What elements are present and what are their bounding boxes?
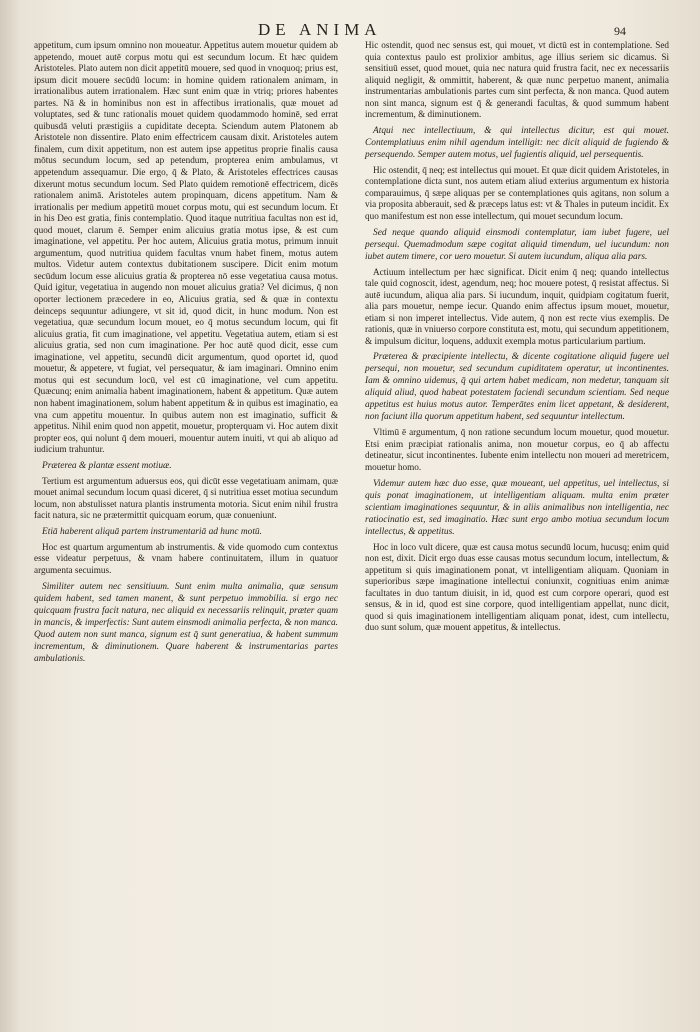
lemma-paragraph: Sed neque quando aliquid einsmodi contemplatur, iam iubet fugere, uel persequi. Quemadmodum sæpe cogitat aliquid timendum, uel iucundum: non iubet autem timere, cor uero mouetur. Si autem iucundum, aliqua alia pars. [365,227,669,262]
gutter-shadow [0,0,20,1032]
commentary-paragraph: appetitum, cum ipsum omnino non moueatur. Appetitus autem mouetur quidem ab appetendo, mouet autē corpus motu qui est secundum locum. Et hæc quidem Aristoteles. Plato autem non dicit appetitū mouere, sed quod in vnoquoq; prius est, ipsum dicit mouere secūdū locum: in homine quidem rationalem animam, in irrationalibus autem irrationalem. Hæc sunt enim quæ in vtriq; priores habentes partes. Nā & in hominibus non est in affectibus irrationalis, quæ mouet ad voluptates, sed & tunc rationalis mouet quidem quodammodo hominē, sed errat quibusdā veluti præstigiis a cupiditate decepta. Sciendum autem Platonem ab Aristotele non dissentire. Plato enim effectricem causam dixit. Aristoteles autem finalem, cum dixit appetitum, non est autem ipse appetitus proprie finalis causa mōtus secundum locum, sed ap petendum, propterea enim ambulamus, vt appetendum assequamur. Die ergo, q̄ & Plato, & Aristoteles effectrices causas dixerunt motus secundum locum. Sed Plato quidem remotionē effectricem, dicēs rationalem animā. Aristoteles autem propinquam, dicens appetitum. Nam & irrationalis per medium appetitū mouet corpus motu, qui est secundum locum. Et in his Deo est gratia, finis contemplatio. Quod itaque nutritiua facultas non est id, quod mouet, clarum ē. Semper enim alicuius gratia motus ipse, & est cum imaginatione, vel appetitu. Per hoc autem, Alicuius gratia motus, primum innuit argumentum, quod nutritiua quidem facultas vnum habet finem, motus autem multos. Videtur autem contextus dubitationem suscipere. Dicit enim motum secūdum locum esse alicuius gratia & propterea nō esse vegetatiua causa motus. Quid igitur, vegetatiua in augendo non mouet alicuius gratia? Vel dicimus, q̄ non oporter lectionem præcedere in eo, Alicuius gratia, sed & quæ in contextu deinceps sequuntur adiungere, vt sit id, quod dicit, in hunc modum. Non est vegetatiua, quæ secundum locum mouet, eo q̄ motus secundum locum, qui fit alicuius gratia, fit cum imaginatione, vel appetitu. Vegetatiua autem, etiam si est alicuius gratia, sed non cum imaginatione. Per hoc autē quod dicit, esse cum imaginatione, vel appetitu, secundū dicit argumentum, quod oportet id, quod mouetur, & appetere, vt fugiat, vel persequatur, & iam imaginari. Omnino enim motus qui est secundum locū, vel est cū imaginatione, vel cum appetitu. Quæcunq; enim animalia habent imaginationem, habent & appetitum. Quæ autem non habent imaginationem, solum habent appetitum & in quibus est imaginatio, ea vna cum appetitu mouentur. In quibus autem non est imaginatio, sufficit & appetitus. Nihil enim quod non appetit, mouetur, propterquam vi. Hoc autem dixit propter eos, qui nolunt q̄ dem moueri, mouentur autem inuiti, vt qui ab aliquo ad iudicium trahuntur. [34,40,338,455]
left-column [34,40,338,669]
lemma-paragraph: Etiā haberent aliquā partem instrumentariā ad hunc motū. [42,526,262,537]
commentary-paragraph: Hoc est quartum argumentum ab instrumentis. & vide quomodo cum contextus esse videatur perpetuus, & vnam habere continuitatem, illum in quatuor argumenta secuimus. [34,541,338,575]
folio-number: 94 [614,24,626,38]
commentary-paragraph: Actiuum intellectum per hæc significat. Dicit enim q̄ neq; quando intellectus tale quid cognoscit, idest, agendum, neq; hoc mouere potest, q̄ resistat affectus. Si autē iucundum, aliqua alia pars. Si iucundum, inquit, quidpiam cogitatum fuerit, alia pars mouetur, nempe iecur. Quando enim affectus ipsum mouet, mouetur, etiam si non imperet intellectus. Vide autem, q̄ non est recte vius exemplis. De rationis, quæ in vniuerso corpore constituta est, motu, qui secundum appetitionem, & impulsum dicitur, loquens, adduxit exempla motus particularium partium. [365,266,669,346]
commentary-paragraph: Tertium est argumentum aduersus eos, qui dicūt esse vegetatiuam animam, quæ mouet animal secundum locum quasi diceret, q̄ si nutritiua esset motiua secundum locum, non abstulisset natura plantis instrumenta motoria. Sicut enim nihil frustra facit natura, sic ne prætermittit quicquam eorum, quæ conueniunt. [34,475,338,521]
commentary-paragraph: Hoc in loco vult dicere, quæ est causa motus secundū locum, hucusq; enim quid non est, dixit. Dicit ergo duas esse causas motus secundum locum, intellectum, & appetitum si quis imaginationem ponat, vt intelligentiam aliquam. Quoniam in superioribus sæpe imaginatione intellectui coniunxit, cognitiuas enim animæ facultates in duo tantum diuisit, in id, quod est cum corpore operari, quod est sensus, & in id, quod est sine corpore, quod intelligentiam appellat, nunc dicit, quod si quis imaginationem intelligentiam aliquam ponat, idest, cum intellectu, duo sunt solum, quæ mouent appetitus, & intellectus. [365,541,669,633]
lemma-paragraph: Videmur autem hæc duo esse, quæ moueant, uel appetitus, uel intellectus, si quis ponat imaginationem, ut intelligentiam aliquam. multa enim præter scientiam imaginationes sequuntur, & in aliis animalibus non intelligentia, nec ratiocinatio est, sed imaginatio. Hæc sunt ergo ambo motiua secundum locum intellectus, & appetitus. [365,478,669,537]
lemma-paragraph: Similiter autem nec sensitiuum. Sunt enim multa animalia, quæ sensum quidem habent, sed tamen manent, & sunt perpetuo immobilia. si ergo nec quicquam frustra facit natura, nec aliquid ex necessariis relinquit, præter quam in mancis, & imperfectis: Sunt autem einsmodi animalia perfecta, & non manca. Quod autem non sunt manca, signum est q̄ sunt generatiua, & habent summum incrementum, & diminutionem. Quare haberent & instrumentarias partes ambulationis. [34,581,338,664]
commentary-paragraph: Hic ostendit, quod nec sensus est, qui mouet, vt dictū est in contemplatione. Sed quia contextus paulo est prolixior ambitus, age illius seriem sic dicamus. Si sensitiuū esset, quod mouet, quia nec natura quid frustra facit, nec ex necessariis aliquid negligit, & ommittit, haberent, & quæ nunc perpetuo manent, animalia instrumentarias ambulationis partes cum sint perfecta, & non manca. Quod autem non sint manca, signum est q̄ & generandi facultas, & quod summum habent incrementum, & diminutionem. [365,40,669,120]
running-title: DE ANIMA [258,20,382,39]
lemma-paragraph: Atqui nec intellectiuum, & qui intellectus dicitur, est qui mouet. Contemplatiuus enim nihil agendum intelligit: nec dicit aliquid de fugiendo & persequendo. Semper autem motus, uel fugientis aliquid, uel persequentis. [365,125,669,160]
commentary-paragraph: Hic ostendit, q̄ neq; est intellectus qui mouet. Et quæ dicit quidem Aristoteles, in contemplatione dicta sunt, nos autem etiam aliud exterius argumentum ex historia comparauimus, q̄ sæpe aliquas per se contemplationes quis agitans, non solum a via proposita abberauit, sed & præceps latus est: vt & Thales in puteum incidit. Ex quo manifestum est non esse intellectum, qui mouet secundum locum. [365,164,670,222]
running-head [0,18,700,40]
right-column [365,40,669,638]
lemma-paragraph: Præterea & plantæ essent motiuæ. [42,460,172,471]
commentary-paragraph: Vltimū ē argumentum, q̄ non ratione secundum locum mouetur, quod mouetur. Etsi enim præcipiat rationalis anima, non mouetur corpus, eo q̄ ab affectu detineatur, sicut incontinentes. Iubente enim intellectu non moueri ad meretricem, mouetur homo. [365,427,669,473]
lemma-paragraph: Præterea & præcipiente intellectu, & dicente cogitatione aliquid fugere uel persequi, non mouetur, sed secundum cupiditatem operatur, ut incontinentes. Iam & omnino uidemus, q̄ qui artem habet medicam, non medetur, tanquam sit aliquid aliud, quod habeat potestatem faciendi secundum scientiam. Sed neque appetitus est huius motus autor. Temperātes enim licet appetant, & desiderent, non faciunt illa quorum appetitum habent, sed sequuntur intellectum. [365,352,669,423]
